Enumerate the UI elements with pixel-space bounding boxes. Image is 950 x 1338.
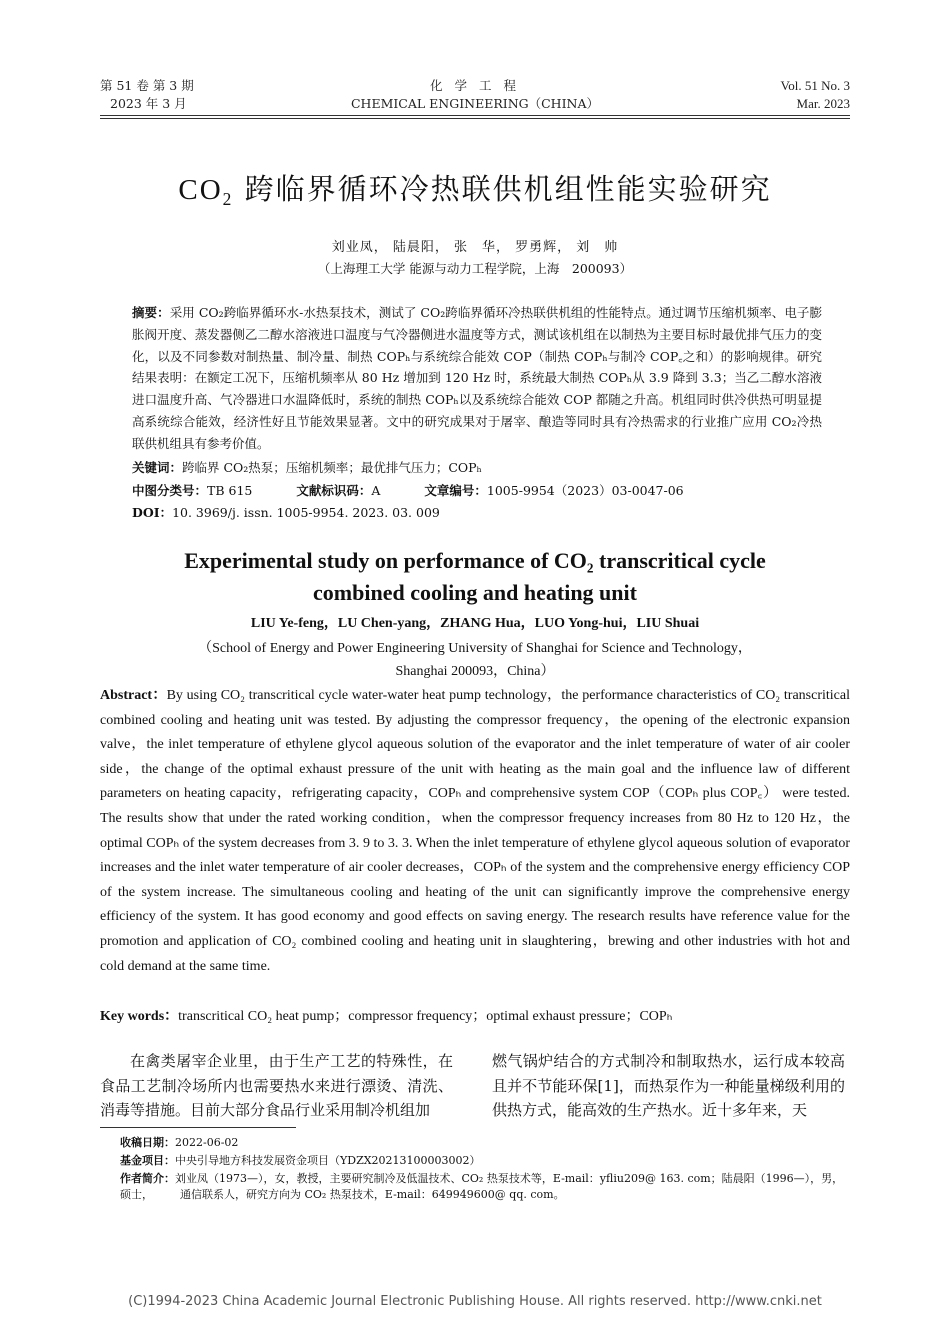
footnote-rule	[100, 1127, 296, 1128]
page-title-en: Experimental study on performance of CO₂ transcritical cycle combined cooling and heating unit	[184, 548, 766, 605]
keywords-en: Key words：transcritical CO₂ heat pump；compressor frequency；optimal exhaust pressure；COPₕ	[100, 1009, 673, 1024]
journal-volume-en: Vol. 51 No. 3 Mar. 2023	[780, 78, 850, 111]
affiliation-en: （School of Energy and Power Engineering University of Shanghai for Science and Technology， Shanghai 200093，China）	[198, 641, 752, 679]
abstract-en: Abstract：By using CO₂ transcritical cycle water-water heat pump technology，the performance characteristics of CO₂ transcritical combined cooling and heating unit was tested. By adjusting the compressor frequency，the opening of the electronic expansion valve，the inlet temperature of ethylene glycol aqueous solution of the evaporator and the inlet temperature of water of air cooler side，the change of the optimal exhaust pressure of the unit with heating as the main goal and the influence law of different parameters on heating capacity，refrigerating capacity，COPₕ and comprehensive system COP（COPₕ plus COP꜀） were tested. The results show that under the rated working condition，when the compressor frequency increases from 80 Hz to 120 Hz，the optimal COPₕ of the system decreases from 3. 9 to 3. 3. When the inlet temperature of ethylene glycol aqueous solution of evaporator increases and the inlet water temperature of air cooler decreases，COPₕ of the system and the comprehensive energy efficiency COP of the system increase. The simultaneous cooling and heating of the unit can significantly improve the comprehensive energy efficiency of the system. It has good economy and good effects on saving energy. The research results have reference value for the promotion and application of CO₂ combined cooling and heating unit in slaughtering，brewing and other industries with hot and cold demand at the same time.	[100, 688, 850, 974]
classification-line: 中图分类号：TB 615 文献标识码：A 文章编号：1005-9954（2023）03-0047-06	[132, 483, 684, 498]
journal-issue: 第 51 卷 第 3 期 2023 年 3 月	[100, 78, 194, 111]
keywords-cn: 关键词：跨临界 CO₂热泵；压缩机频率；最优排气压力；COPₕ	[132, 460, 482, 475]
page-title-cn: $CO_2$ 跨临界循环冷热联供机组性能实验研究	[178, 172, 772, 210]
doi-line: DOI：10. 3969/j. issn. 1005-9954. 2023. 03. 009	[132, 505, 440, 520]
body-column-left: 在禽类屠宰企业里，由于生产工艺的特殊性，在食品工艺制冷场所内也需要热水来进行漂烫、清洗、消毒等措施。目前大部分食品行业采用制冷机组加	[100, 1052, 453, 1119]
affiliation-cn: （上海理工大学 能源与动力工程学院，上海 200093）	[317, 261, 633, 276]
footnote-fund: 基金项目：中央引导地方科技发展资金项目（YDZX20213100003002）	[120, 1154, 481, 1167]
footnote-author-cont: 通信联系人，研究方向为 CO₂ 热泵技术，E-mail：649949600@ qq. com。	[180, 1188, 565, 1201]
header-rule-2	[100, 118, 850, 119]
footnote-author: 作者简介：刘业凤（1973—），女，教授，主要研究制冷及低温技术、CO₂ 热泵技术等，E-mail：yfliu209@ 163. com；陆晨阳（1996—），男，硕士，	[120, 1172, 844, 1201]
footnote-received: 收稿日期：2022-06-02	[120, 1136, 239, 1149]
authors-cn: 刘业凤， 陆晨阳， 张 华， 罗勇辉， 刘 帅	[331, 240, 619, 255]
header-rule	[100, 115, 850, 116]
abstract-cn: 摘要：采用 CO₂跨临界循环水-水热泵技术，测试了 CO₂跨临界循环冷热联供机组的性能特点。通过调节压缩机频率、电子膨胀阀开度、蒸发器侧乙二醇水溶液进口温度与气冷器侧进水温度等方式，测试该机组在以制热为主要目标时最优排气压力的变化，以及不同参数对制热量、制冷量、制热 COPₕ与系统综合能效 COP（制热 COPₕ与制冷 COP꜀之和）的影响规律。研究结果表明：在额定工况下，压缩机频率从 80 Hz 增加到 120 Hz 时，系统最大制热 COPₕ从 3.9 降到 3.3；当乙二醇水溶液进口温度升高、气冷器进口水温降低时，系统的制热 COPₕ以及系统综合能效 COP 都随之升高。机组同时供冷供热可明显提高系统综合能效，经济性好且节能效果显著。文中的研究成果对于屠宰、酿造等同时具有冷热需求的行业推广应用 CO₂冷热联供机组具有参考价值。	[132, 305, 822, 451]
authors-en: LIU Ye-feng，LU Chen-yang，ZHANG Hua，LUO Yong-hui，LIU Shuai	[250, 616, 700, 631]
copyright-footer: (C)1994-2023 China Academic Journal Electronic Publishing House. All rights reserved. http://www.cnki.net	[128, 1294, 822, 1309]
body-column-right: 燃气锅炉结合的方式制冷和制取热水，运行成本较高且并不节能环保[1]，而热泵作为一种能量梯级利用的供热方式，能高效的生产热水。近十多年来，天	[492, 1052, 845, 1119]
journal-name: 化 学 工 程 CHEMICAL ENGINEERING（CHINA）	[350, 78, 599, 111]
